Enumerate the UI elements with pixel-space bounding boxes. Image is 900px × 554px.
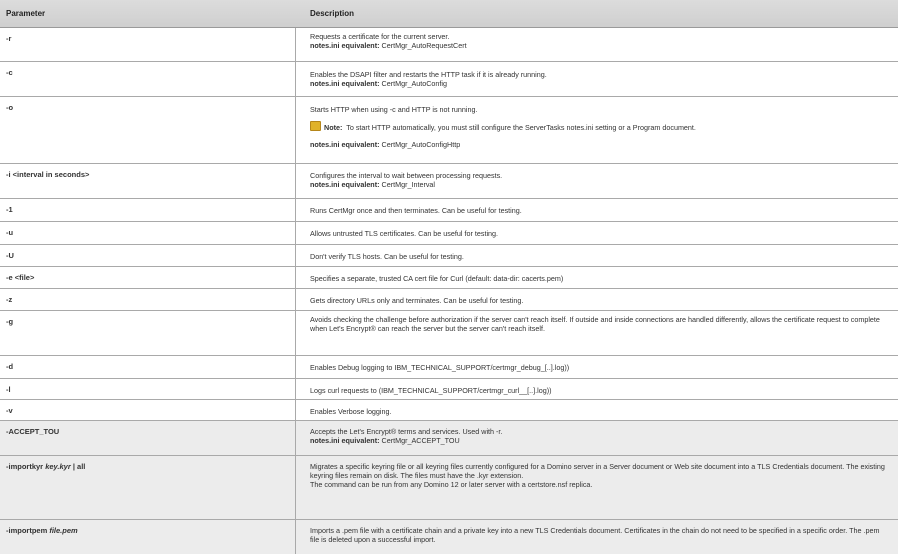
eq-value: CertMgr_AutoRequestCert bbox=[381, 41, 467, 50]
table-row bbox=[0, 400, 898, 421]
desc-cell bbox=[297, 28, 898, 61]
desc-cell bbox=[297, 421, 898, 455]
note-text: To start HTTP automatically, you must still configure the ServerTasks notes.ini setting or a Program document. bbox=[346, 123, 696, 132]
desc-text: Enables Verbose logging. bbox=[310, 407, 392, 416]
table-row bbox=[0, 356, 898, 379]
table-row bbox=[0, 456, 898, 520]
desc-cell bbox=[297, 267, 898, 288]
param-cell: -i <interval in seconds> bbox=[0, 164, 296, 198]
eq-value: CertMgr_AutoConfig bbox=[381, 79, 448, 88]
desc-text: Requests a certificate for the current server. bbox=[310, 32, 450, 41]
table-row bbox=[0, 520, 898, 554]
desc-cell bbox=[297, 97, 898, 163]
desc-cell bbox=[297, 356, 898, 378]
table-row bbox=[0, 267, 898, 289]
param-cell: -o bbox=[0, 97, 296, 163]
table-row bbox=[0, 245, 898, 267]
desc-text: Enables the DSAPI filter and restarts the HTTP task if it is already running. bbox=[310, 70, 547, 79]
table-row bbox=[0, 379, 898, 400]
table-row bbox=[0, 199, 898, 222]
param-cell: -z bbox=[0, 289, 296, 310]
eq-label: notes.ini equivalent: bbox=[310, 436, 380, 445]
desc-text: Gets directory URLs only and terminates. Can be useful for testing. bbox=[310, 296, 524, 305]
desc-text: Avoids checking the challenge before authorization if the server can't reach itself. If outside and inside connections are handled differently, allows the certificate request to complete when Let's Encrypt® can reach the server but the server can't reach itself. bbox=[310, 315, 880, 333]
desc-text: Don't verify TLS hosts. Can be useful for testing. bbox=[310, 252, 464, 261]
desc-cell bbox=[297, 62, 898, 96]
desc-cell bbox=[297, 222, 898, 244]
desc-cell bbox=[297, 400, 898, 420]
param-cell: -g bbox=[0, 311, 296, 355]
eq-label: notes.ini equivalent: bbox=[310, 140, 380, 149]
param-cell: -v bbox=[0, 400, 296, 420]
table-row bbox=[0, 164, 898, 199]
desc-cell bbox=[297, 520, 898, 554]
desc-text: Allows untrusted TLS certificates. Can be useful for testing. bbox=[310, 229, 499, 238]
desc-cell bbox=[297, 379, 898, 399]
note-label: Note: bbox=[324, 123, 343, 132]
ini-equivalent bbox=[310, 41, 890, 50]
param-arg: file.pem bbox=[49, 526, 78, 535]
desc-text: Logs curl requests to (IBM_TECHNICAL_SUPPORT/certmgr_curl__[..].log)) bbox=[310, 386, 552, 395]
param-alt: | all bbox=[72, 462, 86, 471]
desc-cell bbox=[297, 456, 898, 519]
param-name: -importkyr bbox=[6, 462, 44, 471]
desc-text-2: The command can be run from any Domino 12 or later server with a certstore.nsf replica. bbox=[310, 480, 593, 489]
eq-value: CertMgr_ACCEPT_TOU bbox=[381, 436, 460, 445]
ini-equivalent bbox=[310, 140, 890, 149]
param-cell: -u bbox=[0, 222, 296, 244]
param-cell: -e <file> bbox=[0, 267, 296, 288]
desc-text: Configures the interval to wait between processing requests. bbox=[310, 171, 503, 180]
param-arg: key.kyr bbox=[45, 462, 71, 471]
table-header bbox=[0, 0, 898, 28]
table-row bbox=[0, 311, 898, 356]
param-cell: -r bbox=[0, 28, 296, 61]
desc-text: Enables Debug logging to IBM_TECHNICAL_SUPPORT/certmgr_debug_[..].log)) bbox=[310, 363, 570, 372]
eq-value: CertMgr_AutoConfigHttp bbox=[381, 140, 461, 149]
ini-equivalent bbox=[310, 436, 890, 445]
table-row bbox=[0, 62, 898, 97]
param-cell: -d bbox=[0, 356, 296, 378]
table-row bbox=[0, 421, 898, 456]
desc-cell bbox=[297, 311, 898, 355]
eq-label: notes.ini equivalent: bbox=[310, 79, 380, 88]
eq-label: notes.ini equivalent: bbox=[310, 180, 380, 189]
desc-text: Accepts the Let's Encrypt® terms and services. Used with -r. bbox=[310, 427, 503, 436]
ini-equivalent bbox=[310, 180, 890, 189]
table-row bbox=[0, 289, 898, 311]
note-icon bbox=[310, 121, 321, 131]
param-cell: -ACCEPT_TOU bbox=[0, 421, 296, 455]
desc-cell bbox=[297, 164, 898, 198]
eq-label: notes.ini equivalent: bbox=[310, 41, 380, 50]
desc-text: Runs CertMgr once and then terminates. Can be useful for testing. bbox=[310, 206, 522, 215]
desc-text: Specifies a separate, trusted CA cert file for Curl (default: data-dir: cacerts.pem) bbox=[310, 274, 564, 283]
ini-equivalent bbox=[310, 79, 890, 88]
param-cell: -l bbox=[0, 379, 296, 399]
param-cell bbox=[0, 456, 296, 519]
desc-text: Migrates a specific keyring file or all keyring files currently configured for a Domino server in a Server document or Web site document into a TLS Credentials document. The existing keyring files remain on disk. The files must have the .kyr extension. bbox=[310, 462, 885, 480]
header-description: Description bbox=[310, 9, 355, 18]
table-row bbox=[0, 222, 898, 245]
param-name: -importpem bbox=[6, 526, 48, 535]
header-parameter: Parameter bbox=[6, 9, 46, 18]
param-cell: -1 bbox=[0, 199, 296, 221]
param-cell: -c bbox=[0, 62, 296, 96]
param-cell bbox=[0, 520, 296, 554]
desc-cell bbox=[297, 289, 898, 310]
note-box bbox=[310, 121, 890, 132]
table-row bbox=[0, 28, 898, 62]
eq-value: CertMgr_Interval bbox=[381, 180, 436, 189]
param-cell: -U bbox=[0, 245, 296, 266]
desc-cell bbox=[297, 199, 898, 221]
desc-text: Imports a .pem file with a certificate chain and a private key into a new TLS Credentials document. Certificates in the chain do not need to be specified in a specific order. The .pem file is deleted upon a successful import. bbox=[310, 526, 880, 544]
table-row bbox=[0, 97, 898, 164]
desc-cell bbox=[297, 245, 898, 266]
desc-text: Starts HTTP when using -c and HTTP is not running. bbox=[310, 105, 478, 114]
